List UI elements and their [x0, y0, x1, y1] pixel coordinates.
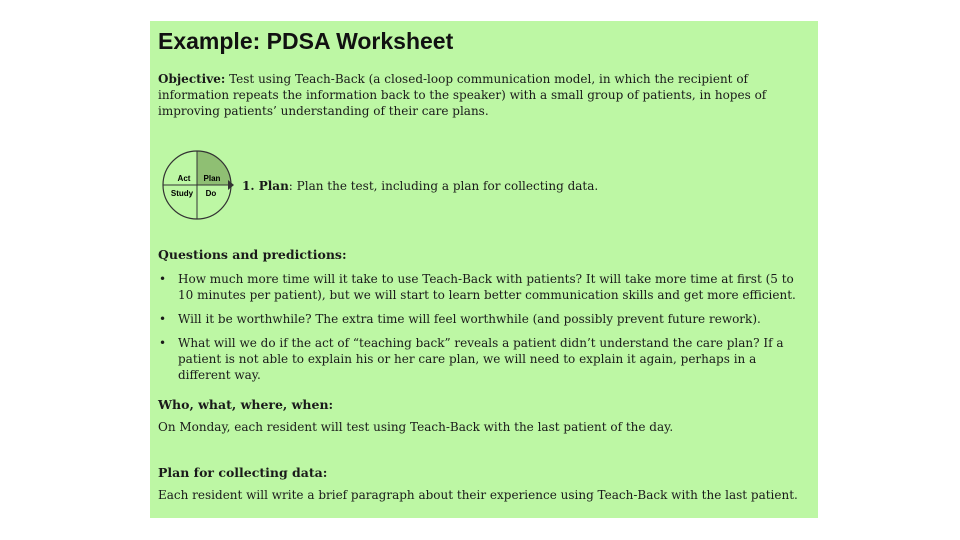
who-heading: Who, what, where, when:	[158, 397, 334, 412]
bullet-icon: •	[159, 336, 167, 350]
bullet-icon: •	[159, 272, 167, 286]
plan-step-text: : Plan the test, including a plan for collecting data.	[288, 179, 599, 193]
plan-step-label: 1. Plan	[242, 179, 289, 193]
list-item	[158, 335, 808, 383]
collecting-heading: Plan for collecting data:	[158, 465, 328, 480]
list-item	[158, 271, 808, 303]
question-text: How much more time will it take to use Teach-Back with patients? It will take more time at first (5 to 10 minutes per patient), but we will start to learn better communication skills and get more efficient.	[178, 272, 796, 302]
questions-heading: Questions and predictions:	[158, 247, 347, 262]
worksheet-title: Example: PDSA Worksheet	[158, 28, 454, 54]
question-text: What will we do if the act of “teaching back” reveals a patient didn’t understand the care plan? If a patient is not able to explain his or her care plan, we will need to explain it again, perhaps in a different way.	[178, 336, 784, 382]
cycle-study-label: Study	[170, 189, 194, 198]
objective-paragraph	[158, 71, 808, 119]
cycle-act-label: Act	[177, 174, 191, 183]
collecting-text: Each resident will write a brief paragraph about their experience using Teach-Back with the last patient.	[158, 488, 798, 502]
who-text: On Monday, each resident will test using Teach-Back with the last patient of the day.	[158, 420, 674, 434]
objective-text: Test using Teach-Back (a closed-loop communication model, in which the recipient of information repeats the information back to the speaker) with a small group of patients, in hopes of improving patients’ understanding of their care plans.	[158, 72, 767, 118]
pdsa-cycle-icon	[155, 147, 245, 223]
cycle-do-label: Do	[205, 189, 217, 198]
worksheet-panel	[150, 21, 818, 518]
plan-step	[242, 179, 598, 193]
questions-list	[158, 271, 808, 391]
objective-label: Objective:	[158, 72, 226, 86]
list-item	[158, 311, 808, 327]
question-text: Will it be worthwhile? The extra time will feel worthwhile (and possibly prevent future rework).	[178, 312, 761, 326]
cycle-plan-label: Plan	[203, 174, 221, 183]
bullet-icon: •	[159, 312, 167, 326]
